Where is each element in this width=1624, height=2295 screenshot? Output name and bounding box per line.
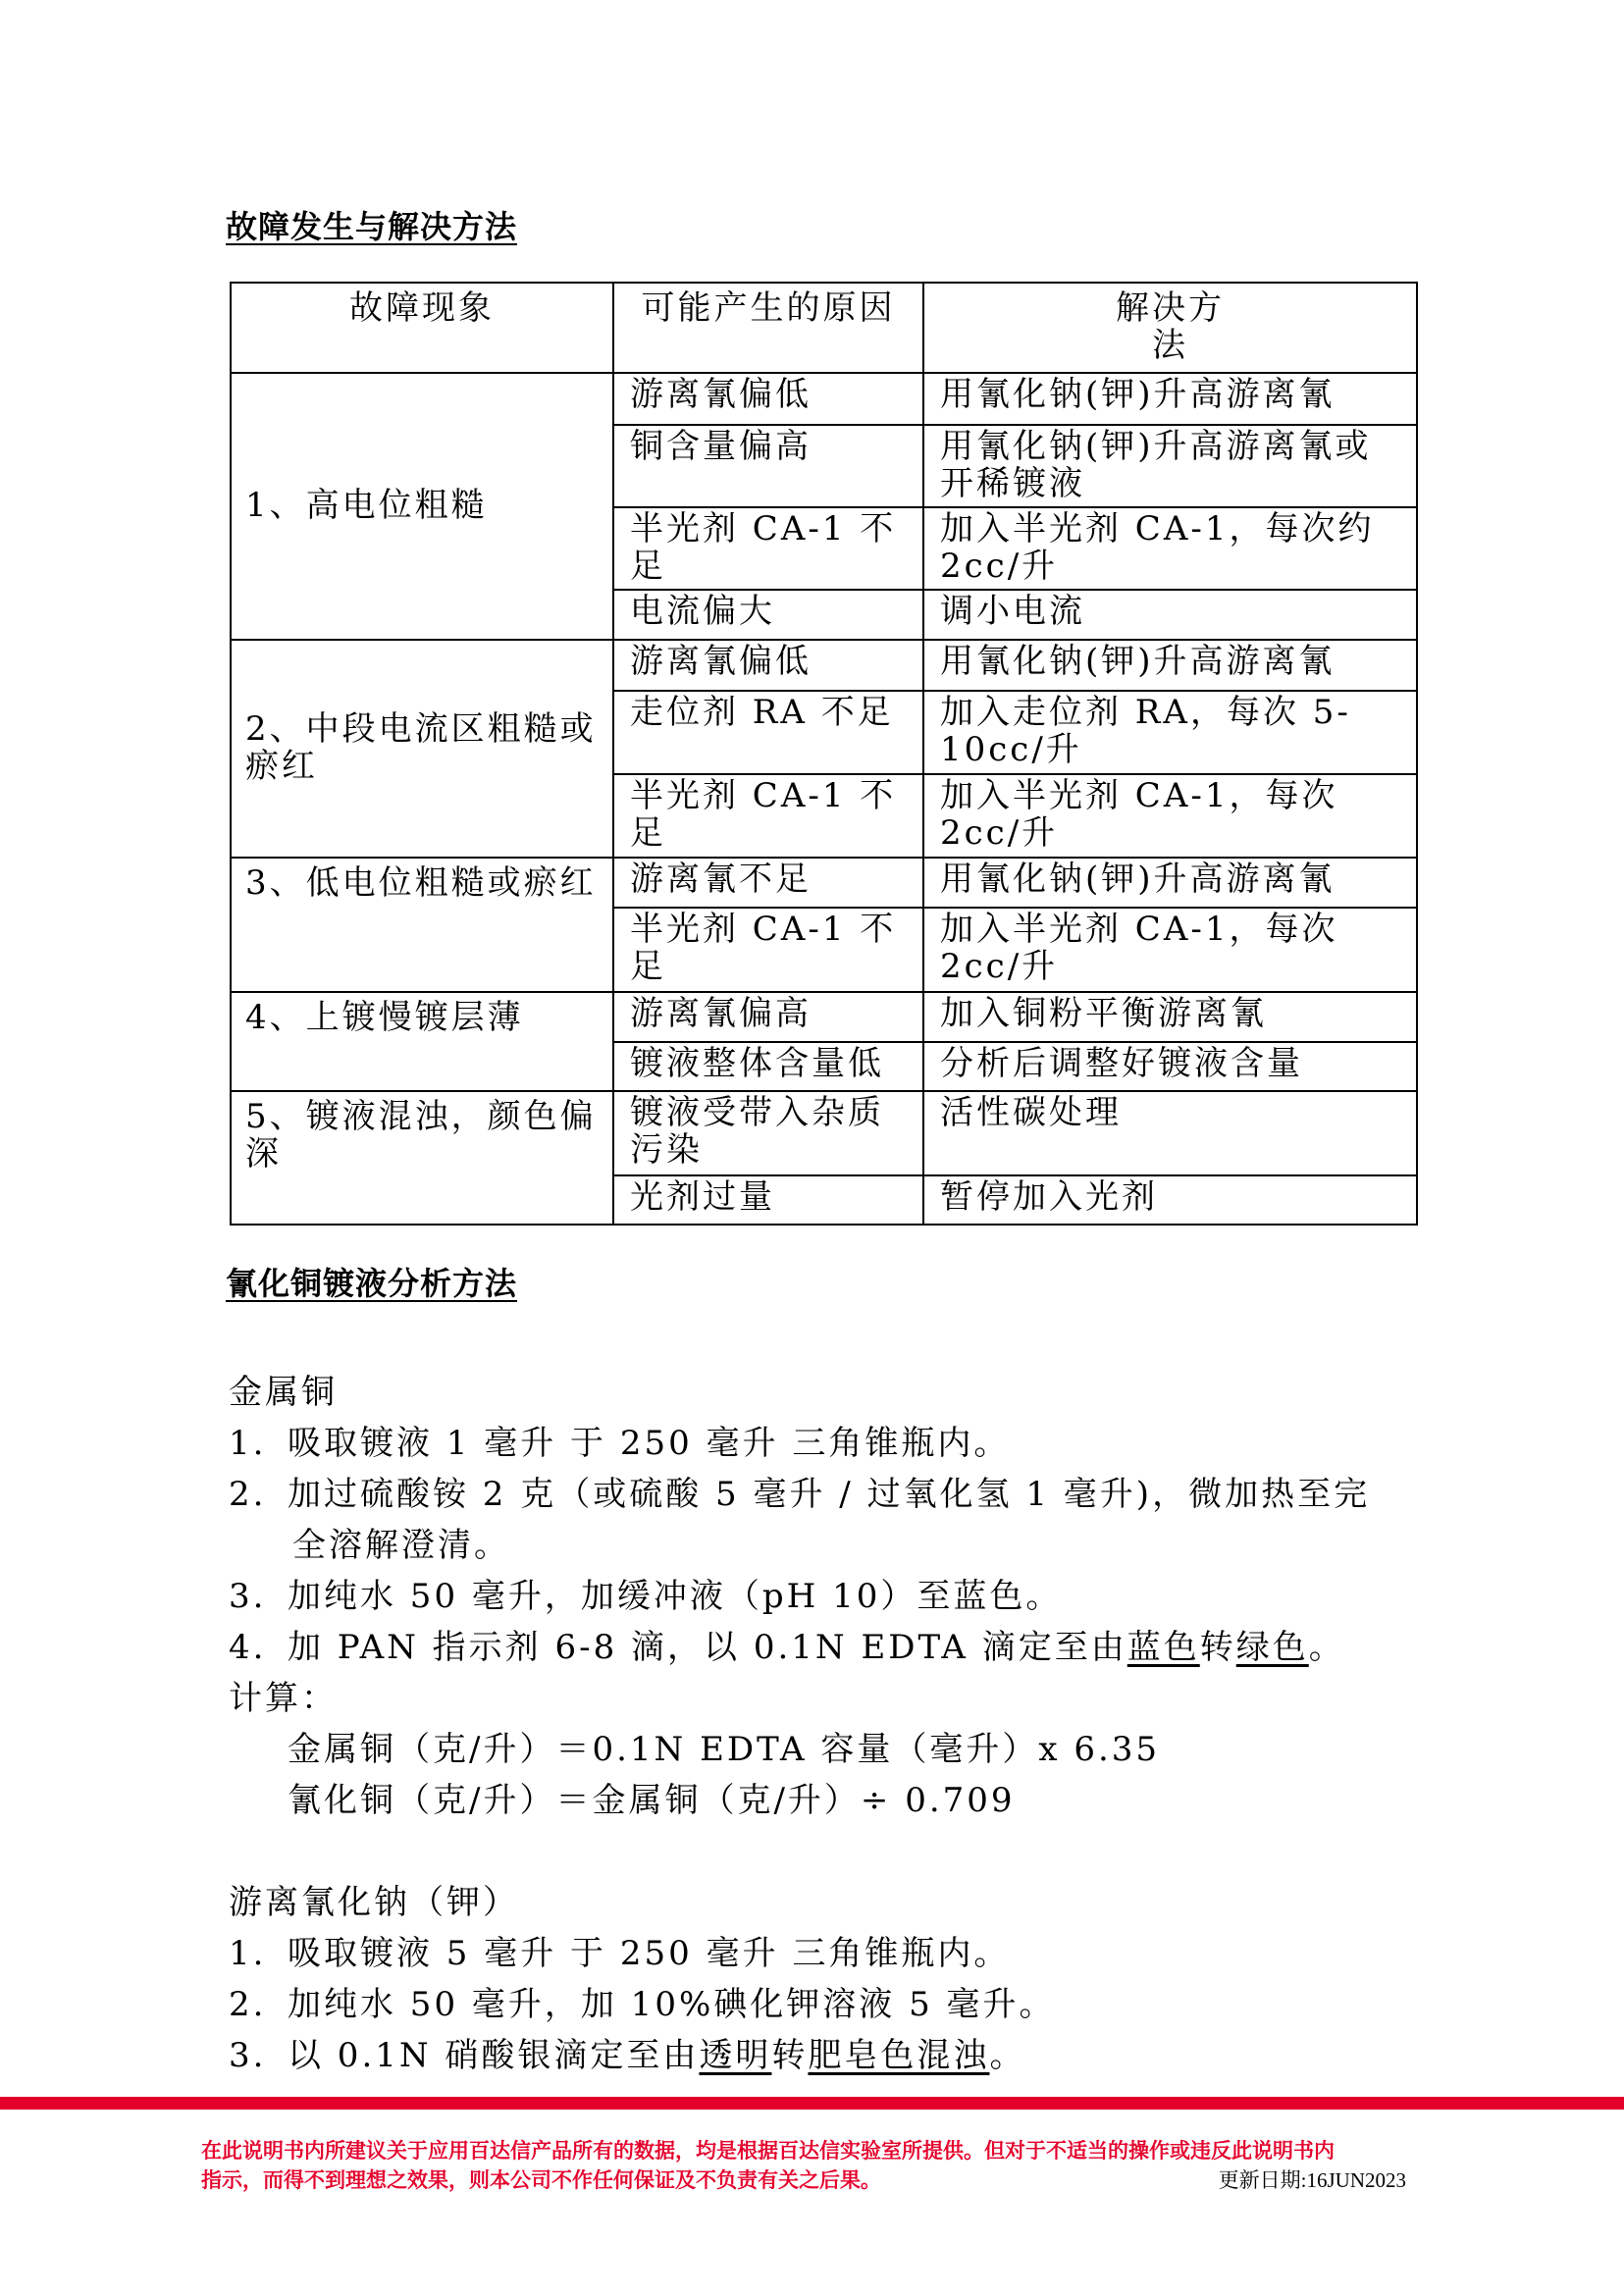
- fix-cell: 暂停加入光剂: [923, 1175, 1417, 1225]
- fix-cell: 分析后调整好镀液含量: [923, 1042, 1417, 1091]
- step-text: 。: [1308, 1628, 1345, 1667]
- step-number: 3.: [229, 1577, 267, 1616]
- step-text: 加纯水 50 毫升，加缓冲液（pH 10）至蓝色。: [288, 1577, 1063, 1616]
- footer: [201, 2136, 1406, 2195]
- section-title-analysis: 氰化铜镀液分析方法: [226, 1265, 518, 1302]
- fix-cell: 加入走位剂 RA，每次 5-10cc/升: [923, 691, 1417, 774]
- symptom-cell: 1、高电位粗糙: [231, 373, 613, 640]
- fix-cell: 用氰化钠(钾)升高游离氰: [923, 640, 1417, 691]
- fix-cell: 活性碳处理: [923, 1091, 1417, 1175]
- disclaimer-line1: 在此说明书内所建议关于应用百达信产品所有的数据，均是根据百达信实验室所提供。但对于不适当的操作或违反此说明书内: [201, 2139, 1335, 2163]
- step-text: 。: [989, 2036, 1026, 2075]
- free-cyanide-title: 游离氰化钠（钾）: [229, 1883, 519, 1922]
- step-number: 2.: [229, 1985, 267, 2024]
- step-text: 加 PAN 指示剂 6-8 滴，以 0.1N EDTA 滴定至由: [288, 1628, 1127, 1667]
- cause-cell: 铜含量偏高: [613, 425, 923, 507]
- header-cause: 可能产生的原因: [613, 283, 923, 373]
- color-to: 绿色: [1235, 1628, 1309, 1667]
- cause-cell: 半光剂 CA-1 不足: [613, 774, 923, 858]
- cause-cell: 镀液整体含量低: [613, 1042, 923, 1091]
- formula-copper-cyanide: 氰化铜（克/升）＝金属铜（克/升）÷ 0.709: [288, 1781, 1016, 1820]
- formula-copper-metal: 金属铜（克/升）＝0.1N EDTA 容量（毫升）x 6.35: [288, 1730, 1161, 1769]
- cause-cell: 电流偏大: [613, 590, 923, 640]
- table-row: [231, 373, 1417, 425]
- step-text: 吸取镀液 5 毫升 于 250 毫升 三角锥瓶内。: [288, 1934, 1011, 1973]
- table-row: [231, 1091, 1417, 1175]
- color-from: 透明: [699, 2036, 772, 2075]
- color-from: 蓝色: [1126, 1628, 1200, 1667]
- list-item: [229, 1622, 1370, 1673]
- symptom-cell: 3、低电位粗糙或瘀红: [231, 858, 613, 992]
- cause-cell: 游离氰偏高: [613, 992, 923, 1042]
- color-to: 肥皂色混浊: [808, 2036, 990, 2075]
- table-row: [231, 640, 1417, 691]
- table-row: [231, 858, 1417, 908]
- step-number: 2.: [229, 1475, 267, 1514]
- section-title-troubleshooting: 故障发生与解决方法: [226, 208, 518, 245]
- cause-cell: 走位剂 RA 不足: [613, 691, 923, 774]
- step-text: 转: [771, 2036, 809, 2075]
- list-item-continuation: 全溶解澄清。: [292, 1526, 510, 1565]
- list-item: [229, 1928, 1056, 1979]
- cause-cell: 光剂过量: [613, 1175, 923, 1225]
- symptom-cell: 2、中段电流区粗糙或瘀红: [231, 640, 613, 858]
- footer-divider: [0, 2097, 1624, 2110]
- fix-cell: 加入铜粉平衡游离氰: [923, 992, 1417, 1042]
- fix-cell: 加入半光剂 CA-1，每次约 2cc/升: [923, 507, 1417, 590]
- fix-cell: 用氰化钠(钾)升高游离氰或开稀镀液: [923, 425, 1417, 507]
- list-item: [229, 1469, 1370, 1520]
- step-text: 加过硫酸铵 2 克（或硫酸 5 毫升 / 过氧化氢 1 毫升)，微加热至完: [288, 1475, 1371, 1514]
- fault-table: [230, 282, 1418, 1226]
- disclaimer-line2: 指示，而得不到理想之效果，则本公司不作任何保证及不负责有关之后果。: [201, 2168, 881, 2192]
- header-fix: [923, 283, 1417, 373]
- list-item: [229, 1571, 1370, 1622]
- step-number: 3.: [229, 2036, 267, 2075]
- step-text: 以 0.1N 硝酸银滴定至由: [288, 2036, 700, 2075]
- list-item: [229, 2030, 1056, 2081]
- step-text: 吸取镀液 1 毫升 于 250 毫升 三角锥瓶内。: [288, 1424, 1011, 1463]
- header-fix-line1: 解决方: [1116, 288, 1225, 328]
- header-symptom: 故障现象: [231, 283, 613, 373]
- step-number: 1.: [229, 1424, 267, 1463]
- update-date: 更新日期:16JUN2023: [1218, 2168, 1406, 2192]
- copper-metal-section: [229, 1367, 1370, 1826]
- free-cyanide-section: [229, 1877, 1056, 2081]
- cause-cell: 游离氰偏低: [613, 640, 923, 691]
- list-item: [229, 1979, 1056, 2030]
- table-header-row: [231, 283, 1417, 373]
- step-number: 1.: [229, 1934, 267, 1973]
- fix-cell: 加入半光剂 CA-1，每次 2cc/升: [923, 774, 1417, 858]
- step-number: 4.: [229, 1628, 267, 1667]
- cause-cell: 游离氰不足: [613, 858, 923, 908]
- copper-metal-title: 金属铜: [229, 1373, 338, 1412]
- cause-cell: 游离氰偏低: [613, 373, 923, 425]
- symptom-cell: 4、上镀慢镀层薄: [231, 992, 613, 1091]
- cause-cell: 半光剂 CA-1 不足: [613, 507, 923, 590]
- calc-label: 计算：: [229, 1679, 338, 1718]
- fix-cell: 加入半光剂 CA-1，每次 2cc/升: [923, 908, 1417, 992]
- step-text: 加纯水 50 毫升，加 10%碘化钾溶液 5 毫升。: [288, 1985, 1056, 2024]
- table-row: [231, 992, 1417, 1042]
- header-fix-line2: 法: [1152, 326, 1188, 365]
- fix-cell: 调小电流: [923, 590, 1417, 640]
- cause-cell: 半光剂 CA-1 不足: [613, 908, 923, 992]
- cause-cell: 镀液受带入杂质污染: [613, 1091, 923, 1175]
- symptom-cell: 5、镀液混浊，颜色偏深: [231, 1091, 613, 1225]
- step-text: 转: [1199, 1628, 1236, 1667]
- list-item: [229, 1418, 1370, 1469]
- fix-cell: 用氰化钠(钾)升高游离氰: [923, 373, 1417, 425]
- fix-cell: 用氰化钠(钾)升高游离氰: [923, 858, 1417, 908]
